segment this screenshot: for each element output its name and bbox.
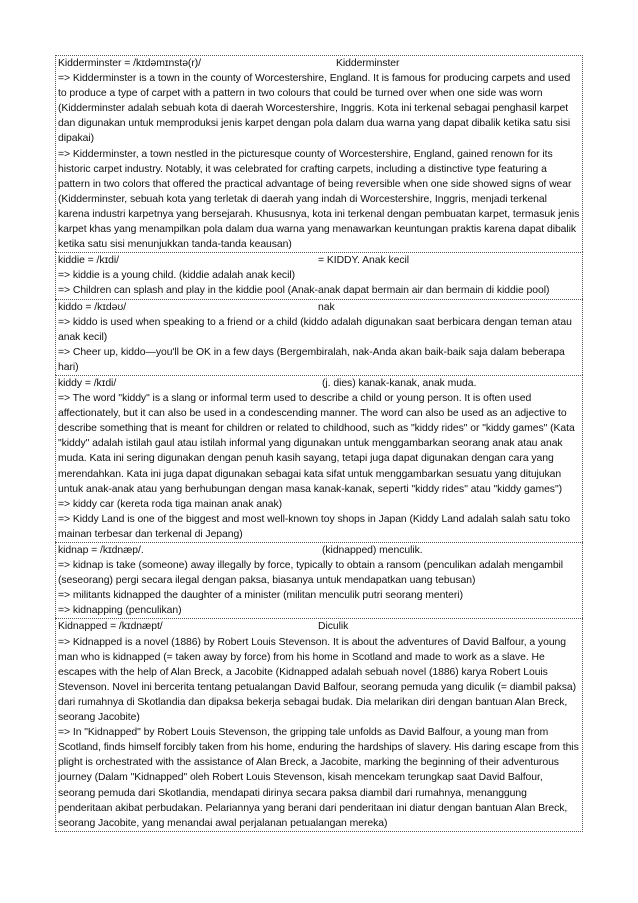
definition-line: => kiddo is used when speaking to a friend or a child (kiddo adalah digunakan saat berbicara dengan teman atau anak kecil)	[58, 316, 572, 343]
meaning: nak	[318, 301, 335, 313]
dictionary-page	[55, 55, 583, 832]
definition-line: => In "Kidnapped" by Robert Louis Stevenson, the gripping tale unfolds as David Balfour, a young man from Scotland, finds himself forcibly taken from his home, enduring the hardships of slavery. His daring escape from this plight is orchestrated with the assistance of Alan Breck, a Jacobite, marking the beginning of their adventurous journey (Dalam "Kidnapped" oleh Robert Louis Stevenson, kisah mencekam terungkap saat David Balfour, seorang pemuda dari Skotlandia, mendapati dirinya secara paksa diambil dari rumahnya, menanggung penderitaan akibat perbudakan. Pelariannya yang berani dari penderitaan ini diatur dengan bantuan Alan Breck, seorang Jacobite, yang menandai awal perjalanan petualangan mereka)	[58, 727, 579, 829]
definition-line: => Cheer up, kiddo—you'll be OK in a few days (Bergembiralah, nak-Anda akan baik-baik saja dalam beberapa hari)	[58, 346, 565, 373]
entry-kiddo	[55, 299, 583, 375]
headword: Kidderminster = /kɪdəmɪnstə(r)/	[58, 58, 201, 69]
definition-line: => Children can splash and play in the kiddie pool (Anak-anak dapat bermain air dan bermain di kiddie pool)	[58, 285, 550, 297]
entry-kiddy	[55, 375, 583, 542]
meaning: Diculik	[318, 621, 349, 633]
definition-line: => Kiddy Land is one of the biggest and most well-known toy shops in Japan (Kiddy Land adalah salah satu toko mainan terbesar dan terkenal di Jepang)	[58, 513, 571, 540]
definition-line: => kiddie is a young child. (kiddie adalah anak kecil)	[58, 270, 296, 282]
definition-line: => kidnap is take (someone) away illegally by force, typically to obtain a ransom (penculikan adalah mengambil (seseorang) pergi secara ilegal dengan paksa, biasanya untuk mendapatkan uang tebusan)	[58, 560, 564, 587]
entry-header	[58, 376, 580, 391]
headword: kiddo = /kɪdəʊ/	[58, 301, 127, 313]
entry-kidderminster	[55, 55, 583, 252]
entry-kidnap	[55, 542, 583, 618]
definition-line: => Kidderminster is a town in the county of Worcestershire, England. It is famous for producing carpets and used to produce a type of carpet with a pattern in two colours that could be turned over when one side was worn (Kidderminster adalah sebuah kota di daerah Worcestershire, Inggris. Kota ini terkenal sebagai penghasil karpet dan digunakan untuk memproduksi jenis karpet dengan pola dalam dua warna yang dapat dibalik ketika satu sisi dipakai)	[58, 73, 571, 145]
headword: kidnap = /kɪdnæp/.	[58, 545, 144, 556]
entry-kidnapped	[55, 618, 583, 831]
headword: kiddy = /kɪdi/	[58, 377, 117, 389]
meaning: Kidderminster	[336, 58, 400, 69]
definition-line: => The word "kiddy" is a slang or informal term used to describe a child or young person. It is often used affectionately, but it can also be used in a condescending manner. The word can also be used as an adjective to describe something that is meant for children or related to childhood, such as "kiddy rides" or "kiddy games" (Kata "kiddy" adalah istilah gaul atau istilah informal yang digunakan untuk menggambarkan seorang anak atau anak muda. Kata ini sering digunakan dengan penuh kasih sayang, tetapi juga dapat digunakan dengan cara yang merendahkan. Kata ini juga dapat digunakan sebagai kata sifat untuk menggambarkan sesuatu yang ditujukan untuk anak-anak atau yang berhubungan dengan masa kanak-kanak, seperti "kiddy rides" atau "kiddy games")	[58, 393, 575, 495]
headword: Kidnapped = /kɪdnæpt/	[58, 621, 163, 633]
definition-line: => kiddy car (kereta roda tiga mainan anak anak)	[58, 498, 283, 510]
entry-header	[58, 253, 580, 268]
definition-line: => Kidnapped is a novel (1886) by Robert Louis Stevenson. It is about the adventures of David Balfour, a young man who is kidnapped (= taken away by force) from his home in Scotland and made to work as a slave. He escapes with the help of Alan Breck, a Jacobite (Kidnapped adalah sebuah novel (1886) karya Robert Louis Stevenson. Novel ini bercerita tentang petualangan David Balfour, seorang pemuda yang diculik (= diambil paksa) dari rumahnya di Skotlandia dan dipaksa bekerja sebagai budak. Dia melarikan diri dengan bantuan Alan Breck, seorang Jacobite)	[58, 636, 577, 724]
definition-line: => kidnapping (penculikan)	[58, 605, 182, 617]
definition-line: => Kidderminster, a town nestled in the picturesque county of Worcestershire, England, gained renown for its historic carpet industry. Notably, it was celebrated for crafting carpets, including a distinctive type featuring a pattern in two colors that offered the practical advantage of being reversible when one side showed signs of wear (Kidderminster, sebuah kota yang terletak di daerah yang indah di Worcestershire, Inggris, menjadi terkenal karena industri karpetnya yang bersejarah. Khususnya, kota ini terkenal dengan pembuatan karpet, termasuk jenis karpet khas yang menampilkan pola dalam dua warna yang menawarkan keuntungan praktis karena dapat dibalik ketika satu sisi menunjukkan tanda-tanda keausan)	[58, 148, 580, 251]
entry-header	[58, 543, 580, 558]
definition-line: => militants kidnapped the daughter of a minister (militan menculik putri seorang menteri)	[58, 590, 463, 602]
meaning: (kidnapped) menculik.	[322, 545, 423, 556]
entry-kiddie	[55, 252, 583, 298]
entry-header	[58, 300, 580, 315]
headword: kiddie = /kɪdi/	[58, 255, 119, 267]
meaning: (j. dies) kanak-kanak, anak muda.	[322, 377, 477, 389]
meaning: = KIDDY. Anak kecil	[318, 255, 409, 267]
entry-header	[58, 619, 580, 634]
entry-header	[58, 56, 580, 71]
